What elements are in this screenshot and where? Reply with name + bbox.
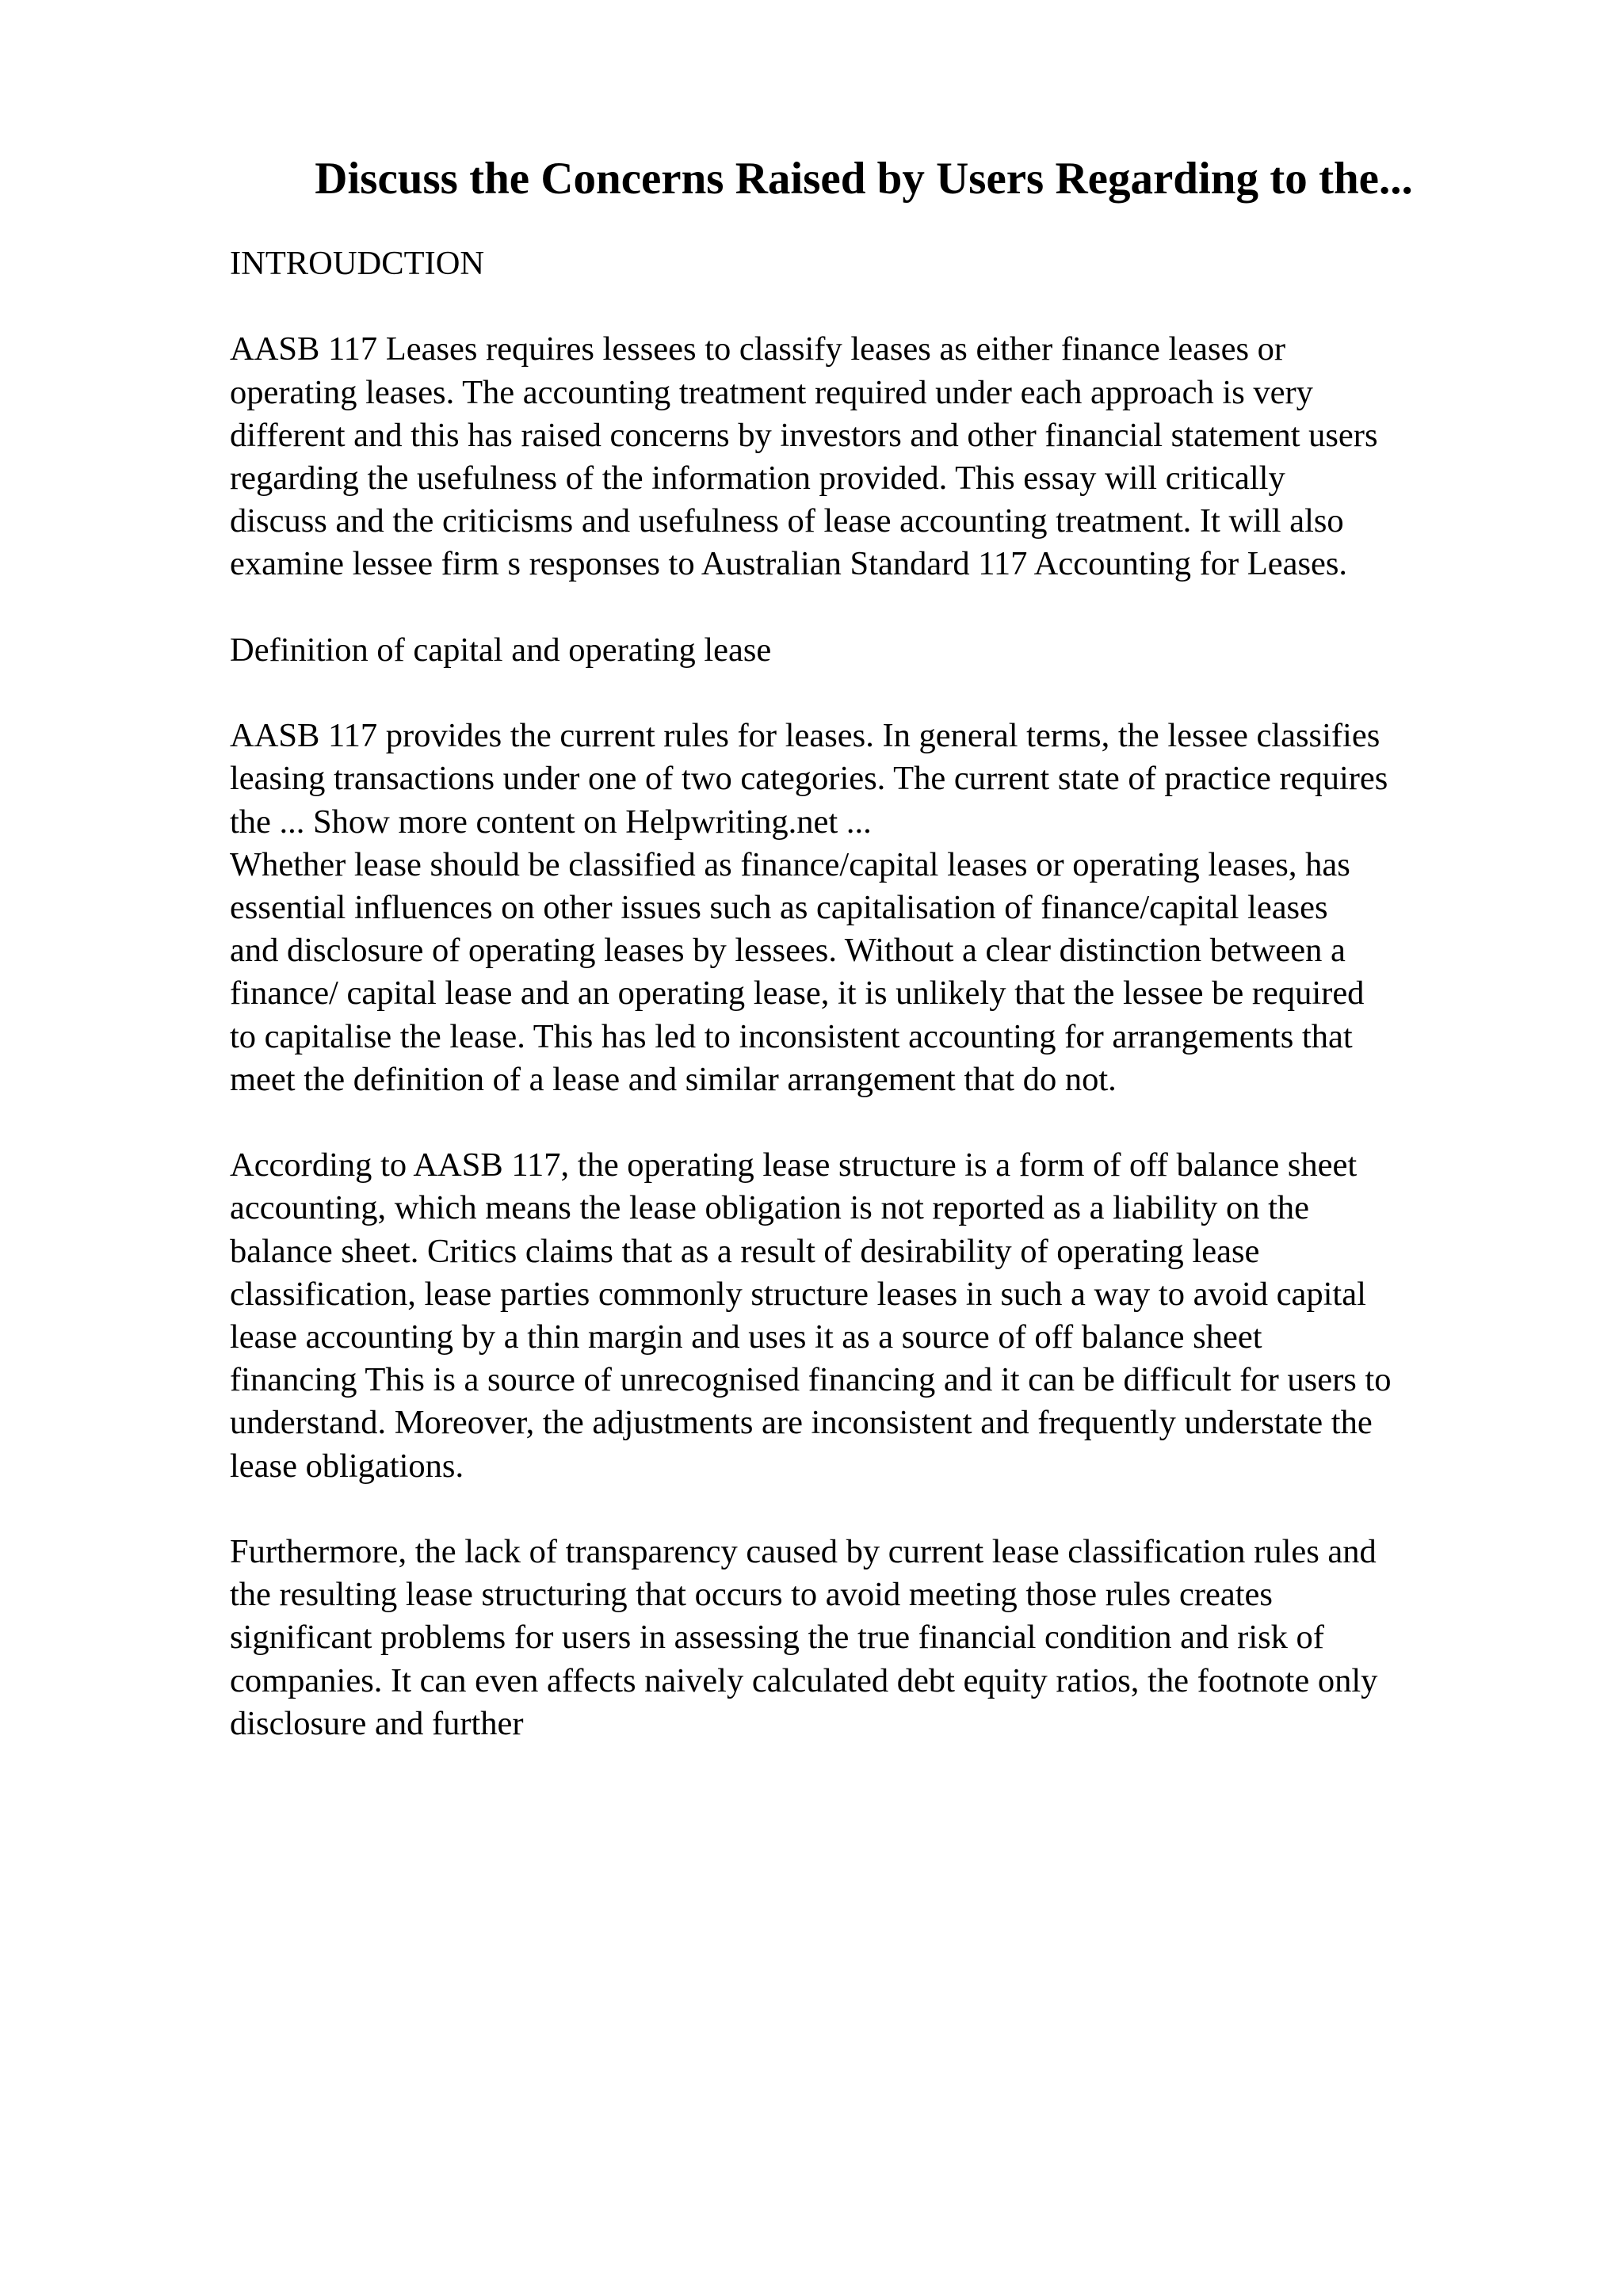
text-line: meet the definition of a lease and similar arrangement that do not. [230, 1060, 1117, 1098]
text-line: operating leases. The accounting treatment required under each approach is very [230, 373, 1313, 411]
paragraph-definition [230, 715, 1514, 844]
text-line: different and this has raised concerns by investors and other financial statement users [230, 416, 1378, 454]
text-line: AASB 117 Leases requires lessees to classify leases as either finance leases or [230, 330, 1286, 368]
text-line: understand. Moreover, the adjustments are inconsistent and frequently understate the [230, 1404, 1373, 1442]
text-line: the resulting lease structuring that occurs to avoid meeting those rules creates [230, 1576, 1273, 1614]
paragraph-definition-heading [230, 629, 1514, 672]
text-line: Furthermore, the lack of transparency caused by current lease classification rules and [230, 1533, 1377, 1571]
paragraph-transparency [230, 1531, 1514, 1745]
text-line: balance sheet. Critics claims that as a result of desirability of operating lease [230, 1232, 1260, 1270]
text-line: INTROUDCTION [230, 245, 485, 282]
document-title: Discuss the Concerns Raised by Users Regarding to the... [315, 154, 1413, 204]
text-line: lease accounting by a thin margin and uses it as a source of off balance sheet [230, 1318, 1262, 1356]
text-line: financing This is a source of unrecognised financing and it can be difficult for users to [230, 1361, 1392, 1399]
text-line: disclosure and further [230, 1704, 524, 1742]
text-line: discuss and the criticisms and usefulness of lease accounting treatment. It will also [230, 502, 1344, 540]
text-line: Whether lease should be classified as finance/capital leases or operating leases, has [230, 845, 1350, 883]
text-line: and disclosure of operating leases by lessees. Without a clear distinction between a [230, 932, 1346, 970]
paragraph-classification [230, 844, 1514, 1101]
document-body [230, 242, 1514, 1745]
text-line: classification, lease parties commonly structure leases in such a way to avoid capital [230, 1275, 1366, 1313]
text-line: accounting, which means the lease obligation is not reported as a liability on the [230, 1189, 1309, 1227]
text-line: According to AASB 117, the operating lease structure is a form of off balance sheet [230, 1146, 1358, 1184]
paragraph-off-balance-sheet [230, 1144, 1514, 1488]
show-more-content-line: the ... Show more content on Helpwriting.net ... [230, 803, 872, 841]
text-line: Definition of capital and operating lease [230, 631, 772, 669]
text-line: leasing transactions under one of two categories. The current state of practice requires [230, 760, 1388, 798]
text-line: significant problems for users in assessing the true financial condition and risk of [230, 1619, 1324, 1657]
text-line: to capitalise the lease. This has led to inconsistent accounting for arrangements that [230, 1017, 1353, 1055]
text-line: finance/ capital lease and an operating lease, it is unlikely that the lessee be required [230, 974, 1365, 1013]
text-line: AASB 117 provides the current rules for leases. In general terms, the lessee classifies [230, 717, 1381, 755]
text-line: regarding the usefulness of the information provided. This essay will critically [230, 460, 1285, 497]
text-line: lease obligations. [230, 1447, 464, 1485]
paragraph-introduction [230, 328, 1514, 585]
text-line: examine lessee firm s responses to Australian Standard 117 Accounting for Leases. [230, 545, 1348, 583]
text-line: companies. It can even affects naively calculated debt equity ratios, the footnote only [230, 1661, 1378, 1699]
text-line: essential influences on other issues such as capitalisation of finance/capital leases [230, 889, 1328, 926]
paragraph-introduction-heading [230, 242, 1514, 285]
